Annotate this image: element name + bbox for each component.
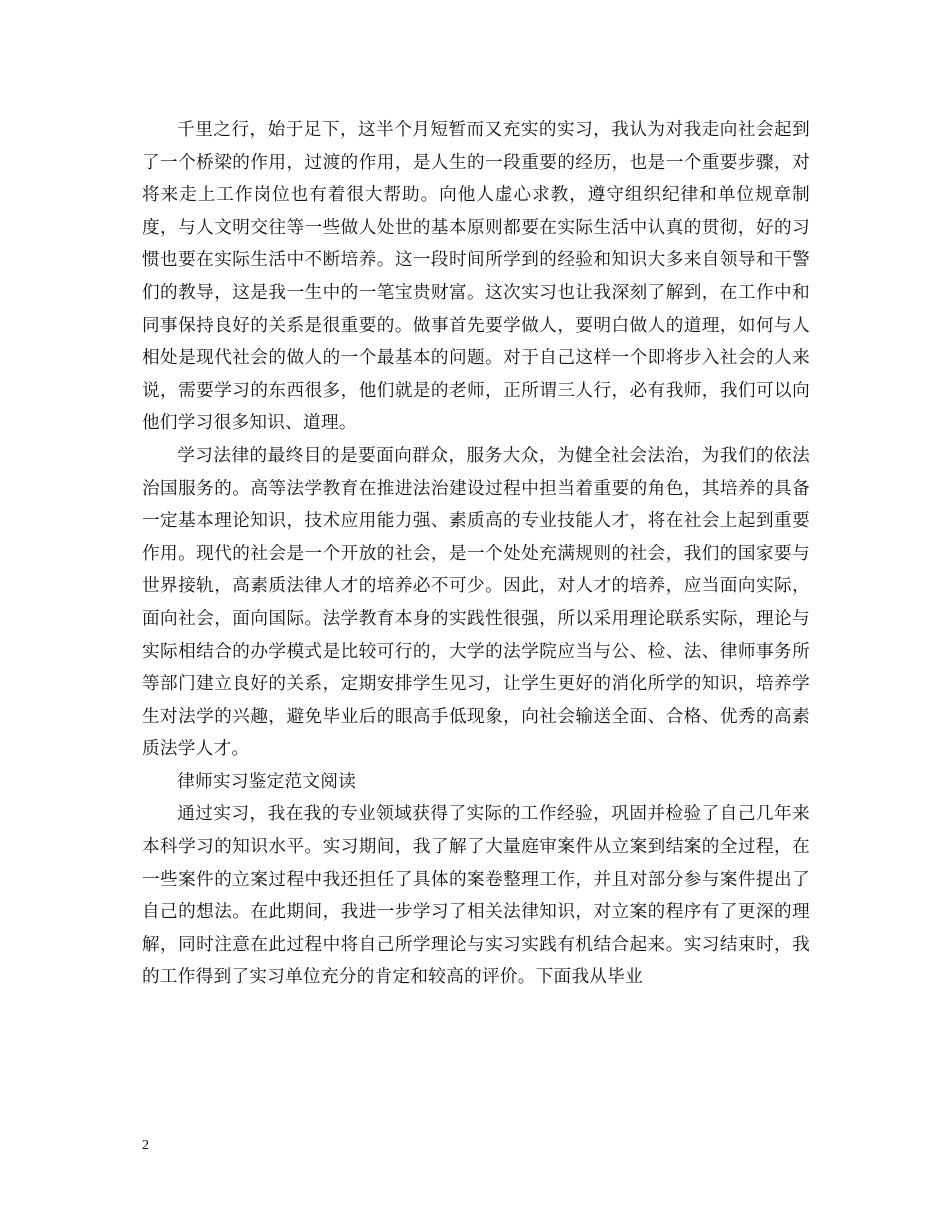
- paragraph-internship-reflection: 千里之行，始于足下，这半个月短暂而又充实的实习，我认为对我走向社会起到了一个桥梁的作用，过渡的作用，是人生的一段重要的经历，也是一个重要步骤，对将来走上工作岗位也有着很大帮助。向他人虚心求教，遵守组织纪律和单位规章制度，与人文明交往等一些做人处世的基本原则都要在实际生活中认真的贯彻，好的习惯也要在实际生活中不断培养。这一段时间所学到的经验和知识大多来自领导和干警们的教导，这是我一生中的一笔宝贵财富。这次实习也让我深刻了解到，在工作中和同事保持良好的关系是很重要的。做事首先要学做人，要明白做人的道理，如何与人相处是现代社会的做人的一个最基本的问题。对于自己这样一个即将步入社会的人来说，需要学习的东西很多，他们就是的老师，正所谓三人行，必有我师，我们可以向他们学习很多知识、道理。: [142, 120, 810, 434]
- paragraph-legal-education: 学习法律的最终目的是要面向群众，服务大众，为健全社会法治，为我们的依法治国服务的。高等法学教育在推进法治建设过程中担当着重要的角色，其培养的具备一定基本理论知识，技术应用能力强、素质高的专业技能人才，将在社会上起到重要作用。现代的社会是一个开放的社会，是一个处处充满规则的社会，我们的国家要与世界接轨，高素质法律人才的培养必不可少。因此，对人才的培养，应当面向实际，面向社会，面向国际。法学教育本身的实践性很强，所以采用理论联系实际，理论与实际相结合的办学模式是比较可行的，大学的法学院应当与公、检、法、律师事务所等部门建立良好的关系，定期安排学生见习，让学生更好的消化所学的知识，培养学生对法学的兴趣，避免毕业后的眼高手低现象，向社会输送全面、合格、优秀的高素质法学人才。: [142, 445, 810, 760]
- page-number: 2: [142, 1138, 149, 1153]
- paragraph-internship-appraisal: 通过实习，我在我的专业领域获得了实际的工作经验，巩固并检验了自己几年来本科学习的知识水平。实习期间，我了解了大量庭审案件从立案到结案的全过程，在一些案件的立案过程中我还担任了具体的案卷整理工作，并且对部分参与案件提出了自己的想法。在此期间，我进一步学习了相关法律知识，对立案的程序有了更深的理解，同时注意在此过程中将自己所学理论与实习实践有机结合起来。实习结束时，我的工作得到了实习单位充分的肯定和较高的评价。下面我从毕业: [142, 804, 810, 988]
- body-text: [142, 114, 810, 994]
- section-heading: 律师实习鉴定范文阅读: [177, 771, 357, 792]
